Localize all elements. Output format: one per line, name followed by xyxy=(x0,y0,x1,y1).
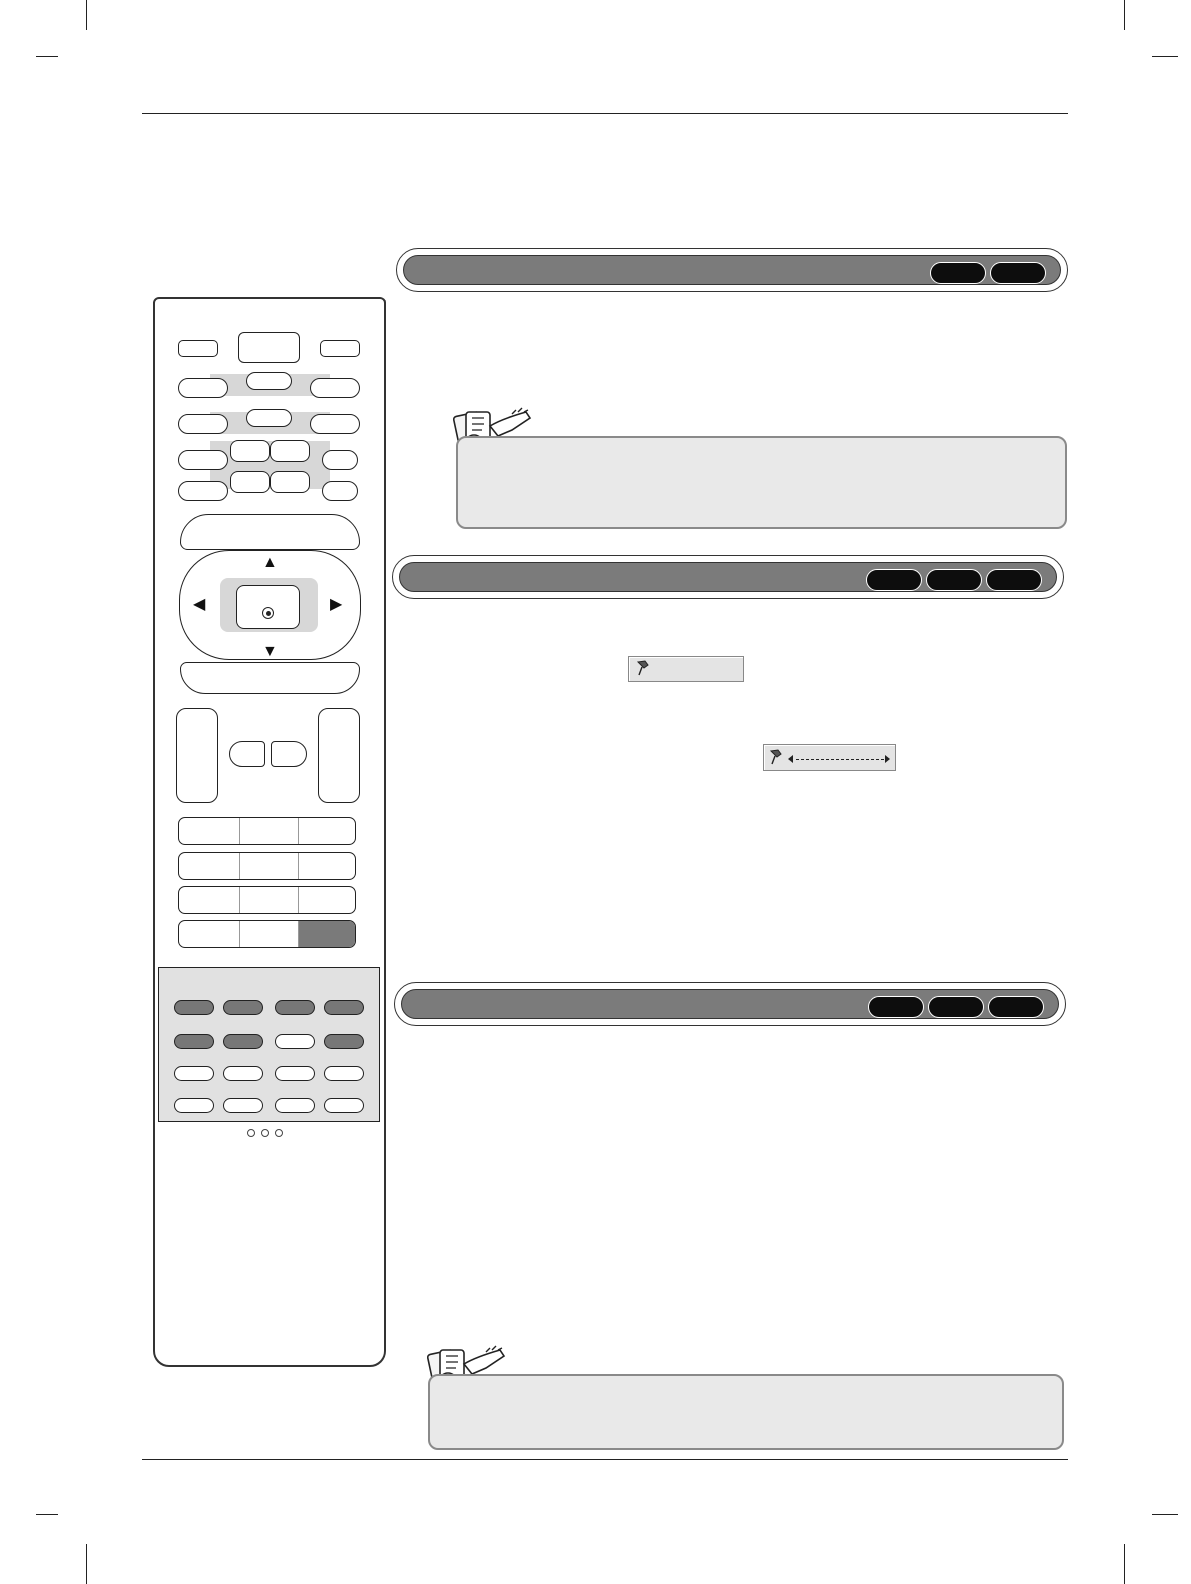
arrow-up-icon: ▲ xyxy=(262,554,278,571)
ok-icon-dot xyxy=(266,611,271,616)
section-tag xyxy=(986,569,1042,591)
remote-button xyxy=(271,741,307,767)
remote-button xyxy=(246,409,292,427)
section-tag xyxy=(926,569,982,591)
crop-mark xyxy=(1124,1544,1125,1584)
crop-mark xyxy=(86,0,87,30)
remote-oval-button xyxy=(223,1034,263,1049)
section-tag xyxy=(930,262,986,284)
slider-left-arrow-icon xyxy=(788,755,793,763)
remote-button xyxy=(230,471,270,493)
note-box xyxy=(428,1374,1064,1450)
section-header-bar xyxy=(392,555,1064,599)
number-key-row xyxy=(178,886,356,914)
crop-mark xyxy=(86,1544,87,1584)
remote-volume-rocker xyxy=(176,708,218,803)
remote-oval-button xyxy=(174,1066,214,1081)
section-tag xyxy=(988,996,1044,1018)
remote-button xyxy=(322,450,358,470)
number-key-row xyxy=(178,817,356,845)
slider-track xyxy=(796,759,884,760)
remote-channel-rocker xyxy=(318,708,360,803)
remote-oval-button xyxy=(174,1034,214,1049)
crop-mark xyxy=(36,1514,58,1515)
section-tag xyxy=(866,569,922,591)
arrow-down-icon: ▼ xyxy=(262,643,278,660)
pin-icon xyxy=(635,659,651,682)
indicator-dot xyxy=(275,1129,283,1137)
indicator-dot xyxy=(261,1129,269,1137)
header-rule xyxy=(142,113,1068,114)
osd-adjust-box xyxy=(763,744,896,771)
remote-button xyxy=(229,741,265,767)
section-header-fill xyxy=(403,255,1061,285)
crop-mark xyxy=(1152,56,1178,57)
remote-oval-button xyxy=(174,1000,214,1015)
remote-button xyxy=(178,481,228,501)
remote-oval-button xyxy=(223,1066,263,1081)
remote-oval-button xyxy=(223,1000,263,1015)
section-header-fill xyxy=(399,562,1057,592)
crop-mark xyxy=(36,56,58,57)
remote-lower-arch xyxy=(180,662,360,694)
osd-box xyxy=(628,656,744,682)
remote-button-top-right xyxy=(320,340,360,357)
remote-button xyxy=(178,414,228,434)
section-tags xyxy=(868,996,1044,1018)
remote-oval-button xyxy=(324,1034,364,1049)
section-tag xyxy=(868,996,924,1018)
remote-menu-arch xyxy=(180,514,360,550)
section-tag xyxy=(928,996,984,1018)
section-header-fill xyxy=(401,989,1059,1019)
footer-rule xyxy=(142,1459,1068,1460)
remote-oval-button xyxy=(324,1098,364,1113)
remote-button xyxy=(310,378,360,398)
number-key-row xyxy=(178,920,356,948)
remote-button xyxy=(230,440,270,462)
remote-oval-button xyxy=(174,1098,214,1113)
remote-power-button xyxy=(238,332,300,363)
note-box xyxy=(456,436,1067,529)
remote-oval-button xyxy=(324,1000,364,1015)
remote-button xyxy=(246,372,292,390)
remote-button xyxy=(310,414,360,434)
section-tag xyxy=(990,262,1046,284)
highlighted-key xyxy=(299,921,356,947)
section-tags xyxy=(866,569,1042,591)
remote-button xyxy=(178,450,228,470)
remote-oval-button xyxy=(275,1098,315,1113)
section-header-bar xyxy=(394,982,1066,1026)
pin-icon xyxy=(768,748,784,771)
arrow-right-icon: ▶ xyxy=(330,596,343,613)
remote-oval-button xyxy=(275,1066,315,1081)
remote-button xyxy=(270,471,310,493)
section-tags xyxy=(930,262,1046,284)
indicator-dot xyxy=(247,1129,255,1137)
remote-button xyxy=(178,378,228,398)
number-key-row xyxy=(178,852,356,880)
remote-oval-button xyxy=(324,1066,364,1081)
remote-button-top-left xyxy=(178,340,218,357)
slider-right-arrow-icon xyxy=(885,755,890,763)
section-header-bar xyxy=(396,248,1068,292)
crop-mark xyxy=(1124,0,1125,30)
remote-oval-button xyxy=(223,1098,263,1113)
arrow-left-icon: ◀ xyxy=(193,596,206,613)
crop-mark xyxy=(1152,1514,1178,1515)
remote-oval-button xyxy=(275,1000,315,1015)
remote-button xyxy=(322,481,358,501)
remote-oval-button xyxy=(275,1034,315,1049)
remote-button xyxy=(270,440,310,462)
